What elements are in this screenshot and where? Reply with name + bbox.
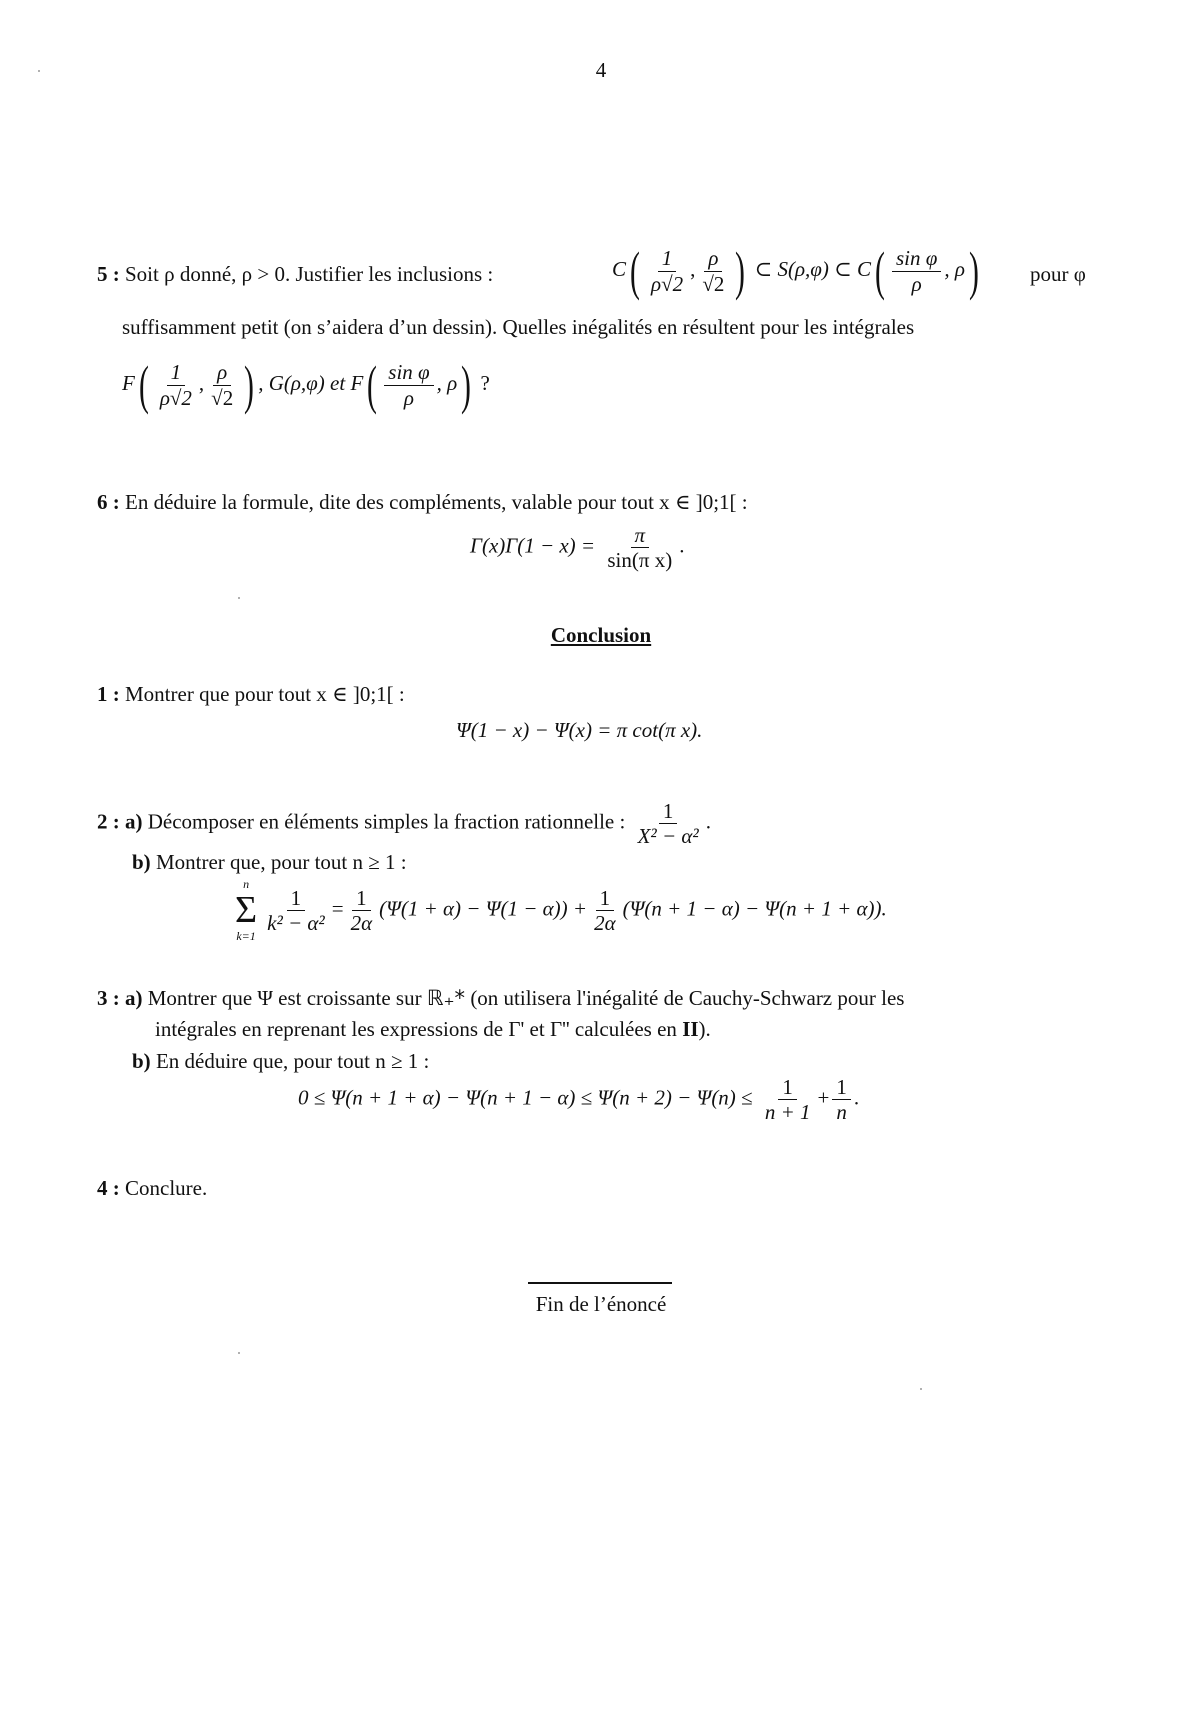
scan-speck — [238, 1352, 240, 1354]
complement-formula: Γ(x)Γ(1 − x) = $\frac{\pi}{\text{sin(π x)}}$ . — [470, 523, 685, 573]
scan-speck — [920, 1388, 922, 1390]
frac-1-over-rho-sqrt2: $\frac{1}{\rho√2}$ — [651, 246, 684, 296]
conclusion-q1-formula: Ψ(1 − x) − Ψ(x) = π cot(π x). — [456, 718, 703, 742]
rational-fraction: $\frac{1}{\text{X² − α²}}$ — [637, 799, 699, 849]
conclusion-q3b-formula: 0 ≤ Ψ(n + 1 + α) − Ψ(n + 1 − α) ≤ Ψ(n + 2) − Ψ(n) ≤ $\frac{1}{n + 1}$ + $\frac{1}{n}$ . — [298, 1075, 860, 1125]
conclusion-q3a: 3 : a) Montrer que Ψ est croissante sur ℝ₊* (on utilisera l'inégalité de Cauchy-Schwarz pour les — [97, 986, 905, 1010]
conclusion-q4: 4 : Conclure. — [97, 1176, 208, 1200]
question-5-label: 5 : — [97, 262, 120, 286]
question-6-text: En déduire la formule, dite des compléments, valable pour tout x ∈ ]0;1[ : — [125, 490, 748, 514]
question-5-integrals-formula: F( $\frac{1}{\rho√2}$ , $\frac{\rho}{√2}$ ) , G(ρ,φ) et F( $\frac{\text{sin φ}}{\rho}$ , ρ) ? — [122, 355, 490, 415]
conclusion-title: Conclusion — [550, 623, 652, 647]
scan-speck — [238, 597, 240, 599]
question-5-lead: Soit ρ donné, ρ > 0. Justifier les inclusions : — [125, 262, 494, 286]
question-5-line-2: suffisamment petit (on s’aidera d’un dessin). Quelles inégalités en résultent pour les intégrales — [122, 315, 915, 339]
question-6-line — [97, 490, 748, 515]
c-symbol: C — [612, 256, 627, 281]
conclusion-q2a: 2 : a) Décomposer en éléments simples la fraction rationnelle : $\frac{1}{\text{X² − α²}}$ . — [97, 799, 711, 849]
question-5-inclusion-formula: C( $\frac{1}{\rho√2}$ , $\frac{\rho}{√2}$ ) ⊂ S(ρ,φ) ⊂ C( $\frac{\text{sin φ}}{\rho}$ , ρ) — [612, 241, 979, 301]
question-5-line-1 — [97, 262, 493, 287]
sum-bounds: n Σ k=1 — [235, 877, 258, 944]
conclusion-q3a-line2: intégrales en reprenant les expressions de Γ' et Γ'' calculées en II). — [155, 1017, 711, 1041]
footer-end-text: Fin de l’énoncé — [535, 1292, 667, 1316]
scan-speck — [38, 70, 40, 72]
paren-right: ) — [735, 241, 746, 301]
conclusion-q2b: b) Montrer que, pour tout n ≥ 1 : — [132, 850, 407, 874]
inclusion-middle: ⊂ S(ρ,φ) ⊂ C — [754, 256, 872, 281]
question-5-pour: pour φ — [1030, 262, 1086, 286]
frac-sin-phi-over-rho: $\frac{\text{sin φ}}{\rho}$ — [892, 247, 941, 294]
footer-rule — [528, 1282, 672, 1284]
paren-left: ( — [630, 241, 640, 301]
page-number: 4 — [595, 58, 607, 82]
frac-rho-over-sqrt2: $\frac{\rho}{√2}$ — [702, 246, 725, 296]
conclusion-q2b-formula: n Σ k=1 $\frac{1}{\text{k² − α²}}$ = $\frac{1}{2\alpha}$ (Ψ(1 + α) − Ψ(1 − α)) + $\frac{1}{2\alpha}$ (Ψ(n + 1 − α) − Ψ(n + 1 + α)). — [235, 877, 887, 944]
question-6-label: 6 : — [97, 490, 120, 514]
conclusion-q3b: b) En déduire que, pour tout n ≥ 1 : — [132, 1049, 430, 1073]
conclusion-q1: 1 : Montrer que pour tout x ∈ ]0;1[ : — [97, 682, 405, 706]
